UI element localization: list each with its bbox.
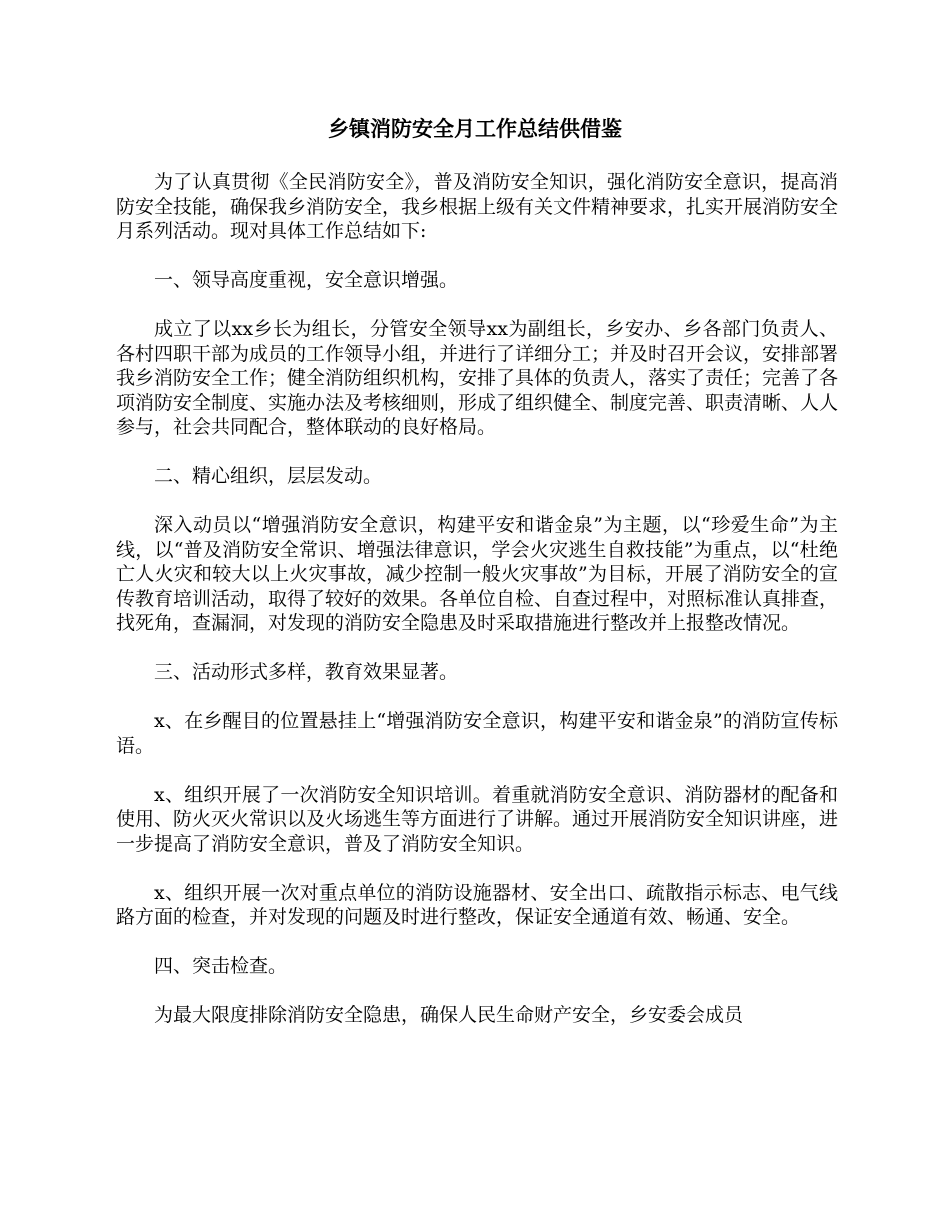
list-item: x、组织开展一次对重点单位的消防设施器材、安全出口、疏散指示标志、电气线路方面的检查，并对发现的问题及时进行整改，保证安全通道有效、畅通、安全。 — [116, 881, 838, 928]
list-item: x、组织开展了一次消防安全知识培训。着重就消防安全意识、消防器材的配备和使用、防火灭火常识以及火场逃生等方面进行了讲解。通过开展消防安全知识讲座，进一步提高了消防安全意识，普及了消防安全知识。 — [116, 783, 839, 855]
paragraph: 为最大限度排除消防安全隐患，确保人民生命财产安全，乡安委会成员 — [154, 1004, 744, 1026]
list-item: x、在乡醒目的位置悬挂上“增强消防安全意识，构建平安和谐金泉”的消防宣传标语。 — [116, 710, 838, 757]
section-heading-4: 四、突击检查。 — [154, 955, 288, 977]
document-body — [116, 170, 838, 1052]
paragraph: 成立了以xx乡长为组长，分管安全领导xx为副组长，乡安办、乡各部门负责人、各村四职干部为成员的工作领导小组，并进行了详细分工；并及时召开会议，安排部署我乡消防安全工作；健全消防组织机构，安排了具体的负责人，落实了责任；完善了各项消防安全制度、实施办法及考核细则，形成了组织健全、制度完善、职责清晰、人人参与，社会共同配合，整体联动的良好格局。 — [116, 318, 839, 438]
section-heading-3: 三、活动形式多样，教育效果显著。 — [154, 661, 459, 683]
document-title: 乡镇消防安全月工作总结供借鉴 — [328, 116, 622, 141]
section-heading-2: 二、精心组织，层层发动。 — [154, 465, 383, 487]
section-heading-1: 一、领导高度重视，安全意识增强。 — [154, 269, 459, 291]
paragraph-intro: 为了认真贯彻《全民消防安全》，普及消防安全知识，强化消防安全意识，提高消防安全技能，确保我乡消防安全，我乡根据上级有关文件精神要求，扎实开展消防安全月系列活动。现对具体工作总结如下: — [116, 171, 839, 242]
paragraph: 深入动员以“增强消防安全意识，构建平安和谐金泉”为主题，以“珍爱生命”为主线，以“普及消防安全常识、增强法律意识，学会火灾逃生自救技能”为重点，以“杜绝亡人火灾和较大以上火灾事故，减少控制一般火灾事故”为目标，开展了消防安全的宣传教育培训活动，取得了较好的效果。各单位自检、自查过程中，对照标准认真排查，找死角，查漏洞，对发现的消防安全隐患及时采取措施进行整改并上报整改情况。 — [116, 514, 839, 634]
